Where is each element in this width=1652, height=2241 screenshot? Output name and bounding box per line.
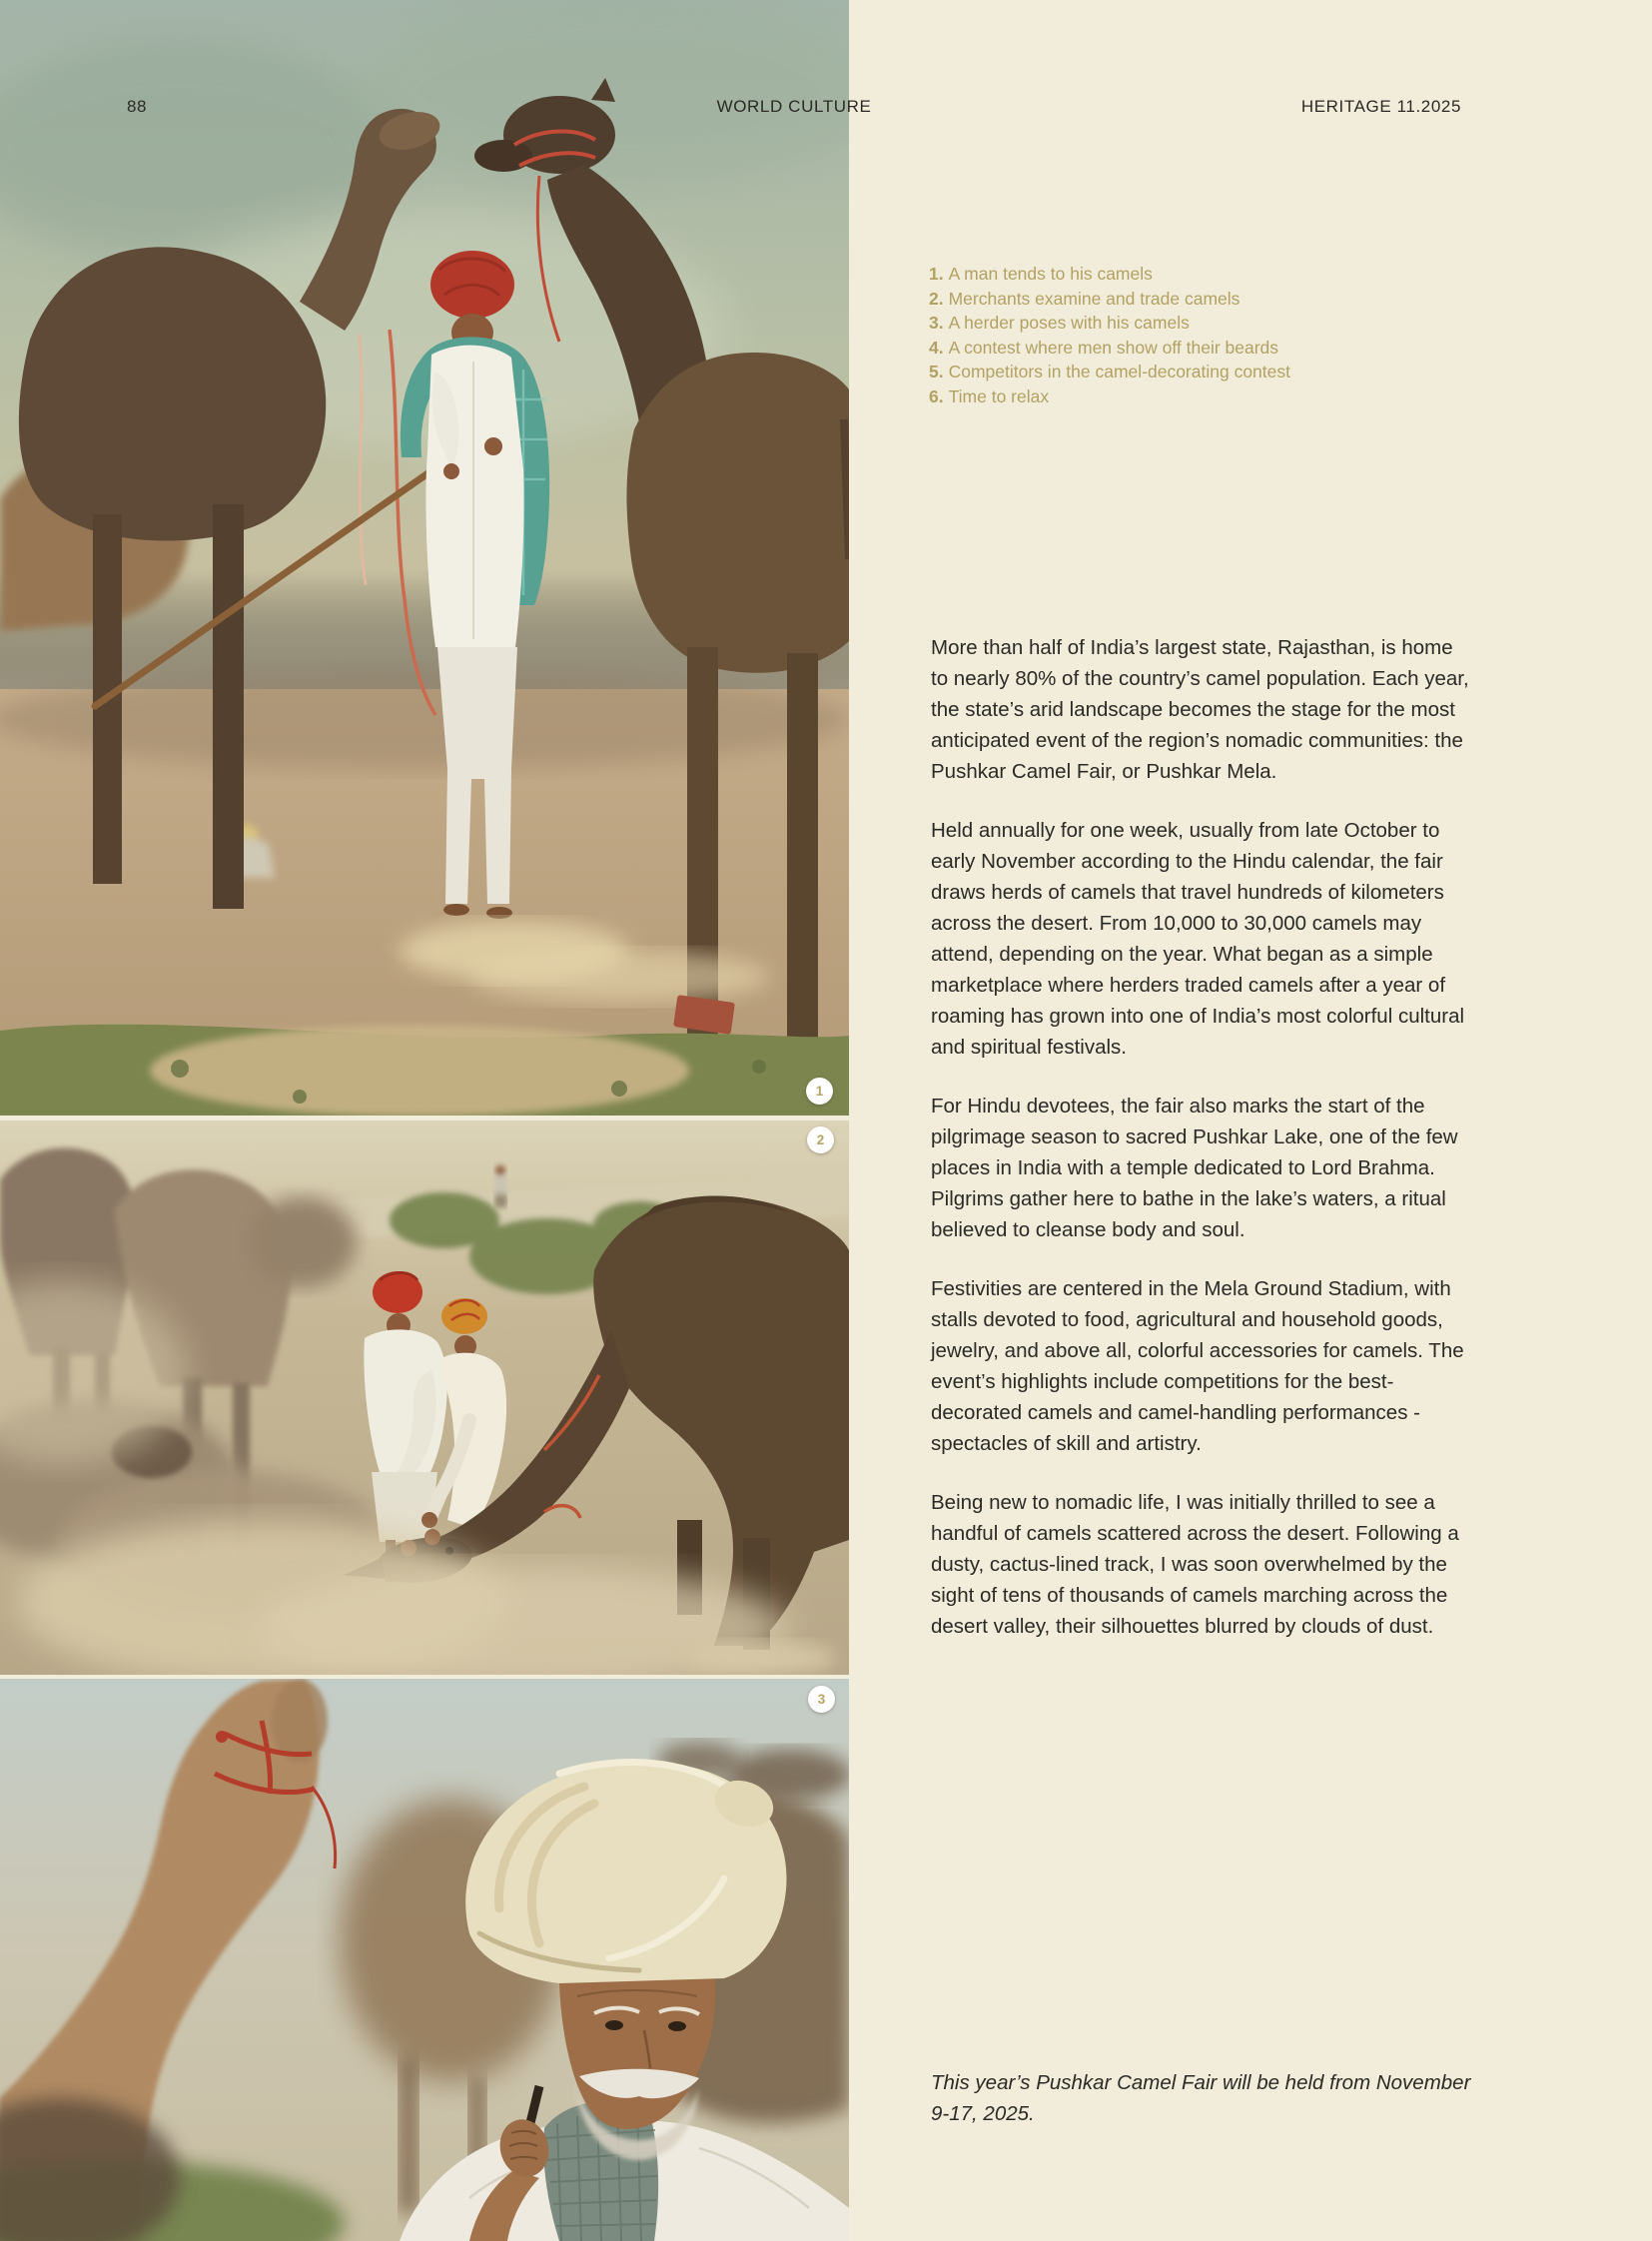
issue-label: HERITAGE 11.2025: [1300, 97, 1461, 116]
photo-camel-herder-walking: [0, 0, 849, 1116]
caption-text: A man tends to his camels: [948, 264, 1153, 284]
caption-text: Competitors in the camel-decorating contest: [948, 362, 1290, 382]
photo-merchants-trading-camel: [0, 1120, 849, 1675]
page-number: 88: [127, 97, 148, 116]
article-paragraph: Held annually for one week, usually from late October to early November according to the Hindu calendar, the fair draws herds of camels that travel hundreds of kilometers across the desert. From 10,000 to 30,000 camels may attend, depending on the year. What began as a simple marketplace where herders traded camels after a year of roaming has grown into one of India’s most colorful cultural and spiritual festivals.: [931, 819, 1465, 1059]
article-body: [931, 632, 1472, 1670]
caption-text: Time to relax: [948, 385, 1050, 406]
article-paragraph: For Hindu devotees, the fair also marks the start of the pilgrimage season to sacred Pushkar Lake, one of the few places in India with a temple dedicated to Lord Brahma. Pilgrims gather here to bathe in the lake’s waters, a ritual believed to cleanse body and soul.: [931, 1095, 1458, 1241]
caption-number: 1.: [929, 264, 944, 284]
article-paragraph: Being new to nomadic life, I was initially thrilled to see a handful of camels scattered across the desert. Following a dusty, cactus-lined track, I was soon overwhelmed by the sight of tens of thousands of camels marching across the desert valley, their silhouettes blurred by clouds of dust.: [931, 1491, 1459, 1638]
photo-badge-2: 2: [807, 1126, 834, 1153]
event-date-footnote: This year’s Pushkar Camel Fair will be held from November 9-17, 2025.: [931, 2071, 1471, 2125]
article-paragraph: More than half of India’s largest state, Rajasthan, is home to nearly 80% of the country’s camel population. Each year, the state’s arid landscape becomes the stage for the most anticipated event of the region’s nomadic communities: the Pushkar Camel Fair, or Pushkar Mela.: [931, 636, 1469, 783]
caption-item-6: [929, 384, 1368, 409]
caption-text: Merchants examine and trade camels: [948, 288, 1240, 309]
caption-item-5: [929, 360, 1368, 384]
caption-text: A contest where men show off their beards: [948, 337, 1279, 358]
caption-item-4: [929, 336, 1368, 361]
article-paragraph: Festivities are centered in the Mela Ground Stadium, with stalls devoted to food, agricultural and household goods, jewelry, and above all, colorful accessories for camels. The event’s highlights include competitions for the best-decorated camels and camel-handling performances - spectacles of skill and artistry.: [931, 1277, 1464, 1455]
caption-number: 2.: [929, 288, 944, 309]
photo-elderly-herder-portrait: [0, 1679, 849, 2241]
caption-number: 5.: [929, 362, 944, 382]
photo-badge-1: 1: [806, 1078, 833, 1105]
caption-item-2: [929, 287, 1368, 312]
photo-badge-3: 3: [808, 1686, 835, 1713]
caption-number: 4.: [929, 337, 944, 358]
caption-item-1: [929, 262, 1368, 287]
caption-item-3: [929, 311, 1368, 336]
caption-text: A herder poses with his camels: [948, 313, 1190, 334]
caption-number: 3.: [929, 313, 944, 334]
section-title: WORLD CULTURE: [716, 97, 872, 116]
caption-number: 6.: [929, 385, 944, 406]
photo-caption-list: [929, 262, 1368, 409]
